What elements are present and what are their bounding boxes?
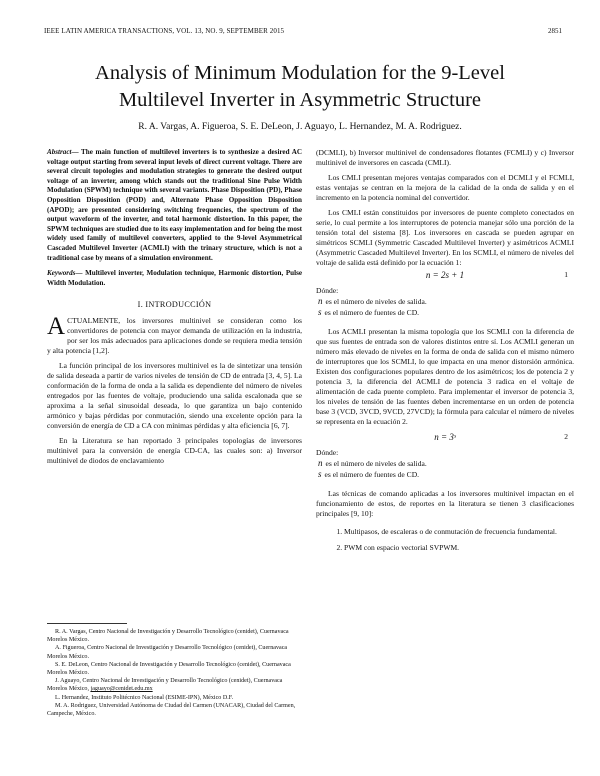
abstract-text: — The main function of multilevel inverters is to synthesize a desired AC voltage output starting from several input levels of direct current voltage. There are several circuit topologies and modulation strategies to generate the desired output voltage of an inverter, among which stands out the traditional Sine Pulse Width Modulation (SPWM) technique with several variants. Phase Disposition (PD), Phase Opposition Disposition (POD) and, Alternate Phase Opposition Disposition (APOD); are presented considering switching frequencies, the spectrum of the output waveform of the inverter, and total harmonic distortion. In this paper, the SPWM techniques are studied due to its easy implementation and for being the most widely used family of multilevel converters, applied to the 9-level Asymmetrical Cascaded Multilevel Inverter (ACMLI) with the trinary structure, which is not a traditional case by means of a simulation environment. — [47, 148, 302, 262]
variable-s-symbol: s — [318, 307, 322, 317]
keywords — [47, 269, 302, 288]
variable-s-text: es el número de fuentes de CD. — [324, 308, 420, 317]
footnote: R. A. Vargas, Centro Nacional de Investigación y Desarrollo Tecnológico (cenidet), Cuernavaca Morelos México. — [47, 629, 289, 644]
footnote — [47, 677, 302, 693]
equation-1 — [316, 270, 574, 284]
control-techniques-paragraph: Las técnicas de comando aplicadas a los inversores multinivel impactan en el funcionamiento de estos, de reportes en la literatura se tienen 3 clasificaciones principales [9, 10]: — [316, 489, 574, 518]
equation-1-number: 1 — [564, 270, 568, 279]
variable-s-text: es el número de fuentes de CD. — [324, 470, 420, 479]
where-label-1: Dónde: — [316, 286, 339, 295]
footnote: M. A. Rodriguez, Universidad Autónoma de Ciudad del Carmen (UNACAR), Ciudad del Carmen, Campeche, México. — [47, 702, 296, 718]
abstract-label: Abstract — [47, 148, 72, 156]
variable-n-text: es el número de niveles de salida. — [325, 297, 427, 306]
variable-n-symbol: n — [318, 296, 323, 306]
equation-2 — [316, 432, 574, 446]
technique-list — [316, 527, 574, 553]
footnote: A. Figueroa, Centro Nacional de Investigación y Desarrollo Tecnológico (cenidet), Cuernavaca Morelos México. — [47, 645, 288, 660]
abstract — [47, 148, 302, 263]
cmli-paragraph: Los CMLI presentan mejores ventajas comparados con el DCMLI y el FCMLI, estas ventajas se centran en la mejora de la calidad de la onda de salida y en el incremento en la potencia nominal del convertidor. — [316, 173, 574, 202]
list-item: 1. Multipasos, de escaleras o de conmutación de frecuencia fundamental. — [344, 527, 574, 537]
author-footnotes — [47, 628, 302, 718]
intro-paragraph-1-text: CTUALMENTE, los inversores multinivel se consideran como los convertidores de potencia con mayor demanda de utilización en la industria, por ser los más adecuados para aplicaciones donde se requiera media tensión y alta potencia [1,2]. — [47, 316, 302, 356]
equation-2-expression: n = 3ˢ — [434, 432, 456, 442]
variable-s-symbol: s — [318, 469, 322, 479]
footnote: S. E. DeLeon, Centro Nacional de Investigación y Desarrollo Tecnológico (cenidet), Cuernavaca Morelos México. — [47, 661, 291, 677]
variable-s-definition-1 — [316, 307, 574, 318]
keywords-label: Keywords — [47, 269, 76, 278]
acmli-paragraph: Los ACMLI presentan la misma topología que los SCMLI con la diferencia de que sus fuentes de entrada son de valores distintos entre sí. Los ACMLI generan un número más elevado de niveles en la forma de onda de salida con el mismo número de interruptores que los SCMLI, lo que impacta en una menor distorsión armónica. Existen dos configuraciones populares dentro de los asimétricos; los de potencia 2 y potencia 3, la diferencia del ACMLI de potencia 3 radica en el voltaje de alimentación de cada puente completo. Para implementar el inversor de potencia 3, los niveles de tensión de las fuentes deben incrementarse en un orden de potencia base 3 (VCD, 3VCD, 9VCD, 27VCD); la fórmula para calcular el número de niveles se representa en la ecuación 2. — [316, 327, 574, 426]
equation-2-number: 2 — [564, 432, 568, 441]
drop-cap: A — [47, 313, 66, 341]
intro-paragraph-2: La función principal de los inversores multinivel es la de sintetizar una tensión de salida deseada a partir de varios niveles de tensión de CD de entrada [3, 4, 5]. La conformación de la forma de onda a la salida es dependiente del número de niveles entregados por las fuentes de voltaje, produciendo una salida escalonada que se aproxima a la señal sinusoidal deseada, lo que garantiza un bajo contenido armónico y bajas pérdidas por conmutación, siendo una excelente opción para la conversión de energía de CD a CA con mínimas pérdidas y alta eficiencia [6, 7]. — [47, 361, 302, 431]
right-column — [316, 148, 574, 559]
paper-title: Analysis of Minimum Modulation for the 9-Level Multilevel Inverter in Asymmetric Structure — [95, 62, 505, 111]
page-number: 2851 — [548, 27, 562, 35]
variable-n-definition-1 — [316, 296, 574, 307]
variable-n-text: es el número de niveles de salida. — [325, 459, 427, 468]
running-header: IEEE LATIN AMERICA TRANSACTIONS, VOL. 13, NO. 9, SEPTEMBER 2015 — [44, 27, 285, 35]
footnote-divider — [47, 623, 127, 624]
intro-paragraph-1 — [47, 313, 302, 356]
footnote: L. Hernandez, Instituto Politécnico Nacional (ESIME-IPN), México D.F. — [55, 694, 234, 701]
left-column — [47, 148, 302, 466]
list-item: 2. PWM con espacio vectorial SVPWM. — [344, 543, 574, 553]
section-heading-introduccion: I. INTRODUCCIÓN — [137, 300, 212, 310]
footnote-text: J. Aguayo, Centro Nacional de Investigación y Desarrollo Tecnológico (cenidet), Cuernavaca Morelos México, — [47, 678, 283, 693]
variable-s-definition-2 — [316, 469, 574, 480]
keywords-text: — Multilevel inverter, Modulation technique, Harmonic distortion, Pulse Width Modulation. — [47, 269, 302, 287]
intro-paragraph-3: En la Literatura se han reportado 3 principales topologías de inversores multinivel para la conversión de energía CD-CA, las cuales son: a) Inversor multinivel de diodos de enclavamiento — [47, 436, 302, 466]
author-list: R. A. Vargas, A. Figueroa, S. E. DeLeon, J. Aguayo, L. Hernandez, M. A. Rodriguez. — [138, 122, 462, 132]
continued-paragraph: (DCMLI), b) Inversor multinivel de condensadores flotantes (FCMLI) y c) Inversor multinivel de inversores en cascada (CMLI). — [316, 148, 574, 167]
variable-n-definition-2 — [316, 458, 574, 469]
email-link[interactable]: jaguayo@cenidet.edu.mx — [90, 686, 153, 693]
variable-n-symbol: n — [318, 458, 323, 468]
where-label-2: Dónde: — [316, 448, 339, 457]
equation-1-expression: n = 2s + 1 — [425, 270, 465, 280]
cmli-structure-paragraph: Los CMLI están constituidos por inversores de puente completo conectados en serie, lo cual permite a los interruptores de potencia manejar sólo una porción de la tensión total del sistema [8]. Los inversores en cascada se pueden agrupar en simétricos SCMLI (Symmetric Cascaded Multilevel Inverter) y asimétricos ACMLI (Asymmetric Cascaded Multilevel Inverter). En los SCMLI, el número de niveles del voltaje de salida está definido por la ecuación 1: — [316, 208, 574, 267]
